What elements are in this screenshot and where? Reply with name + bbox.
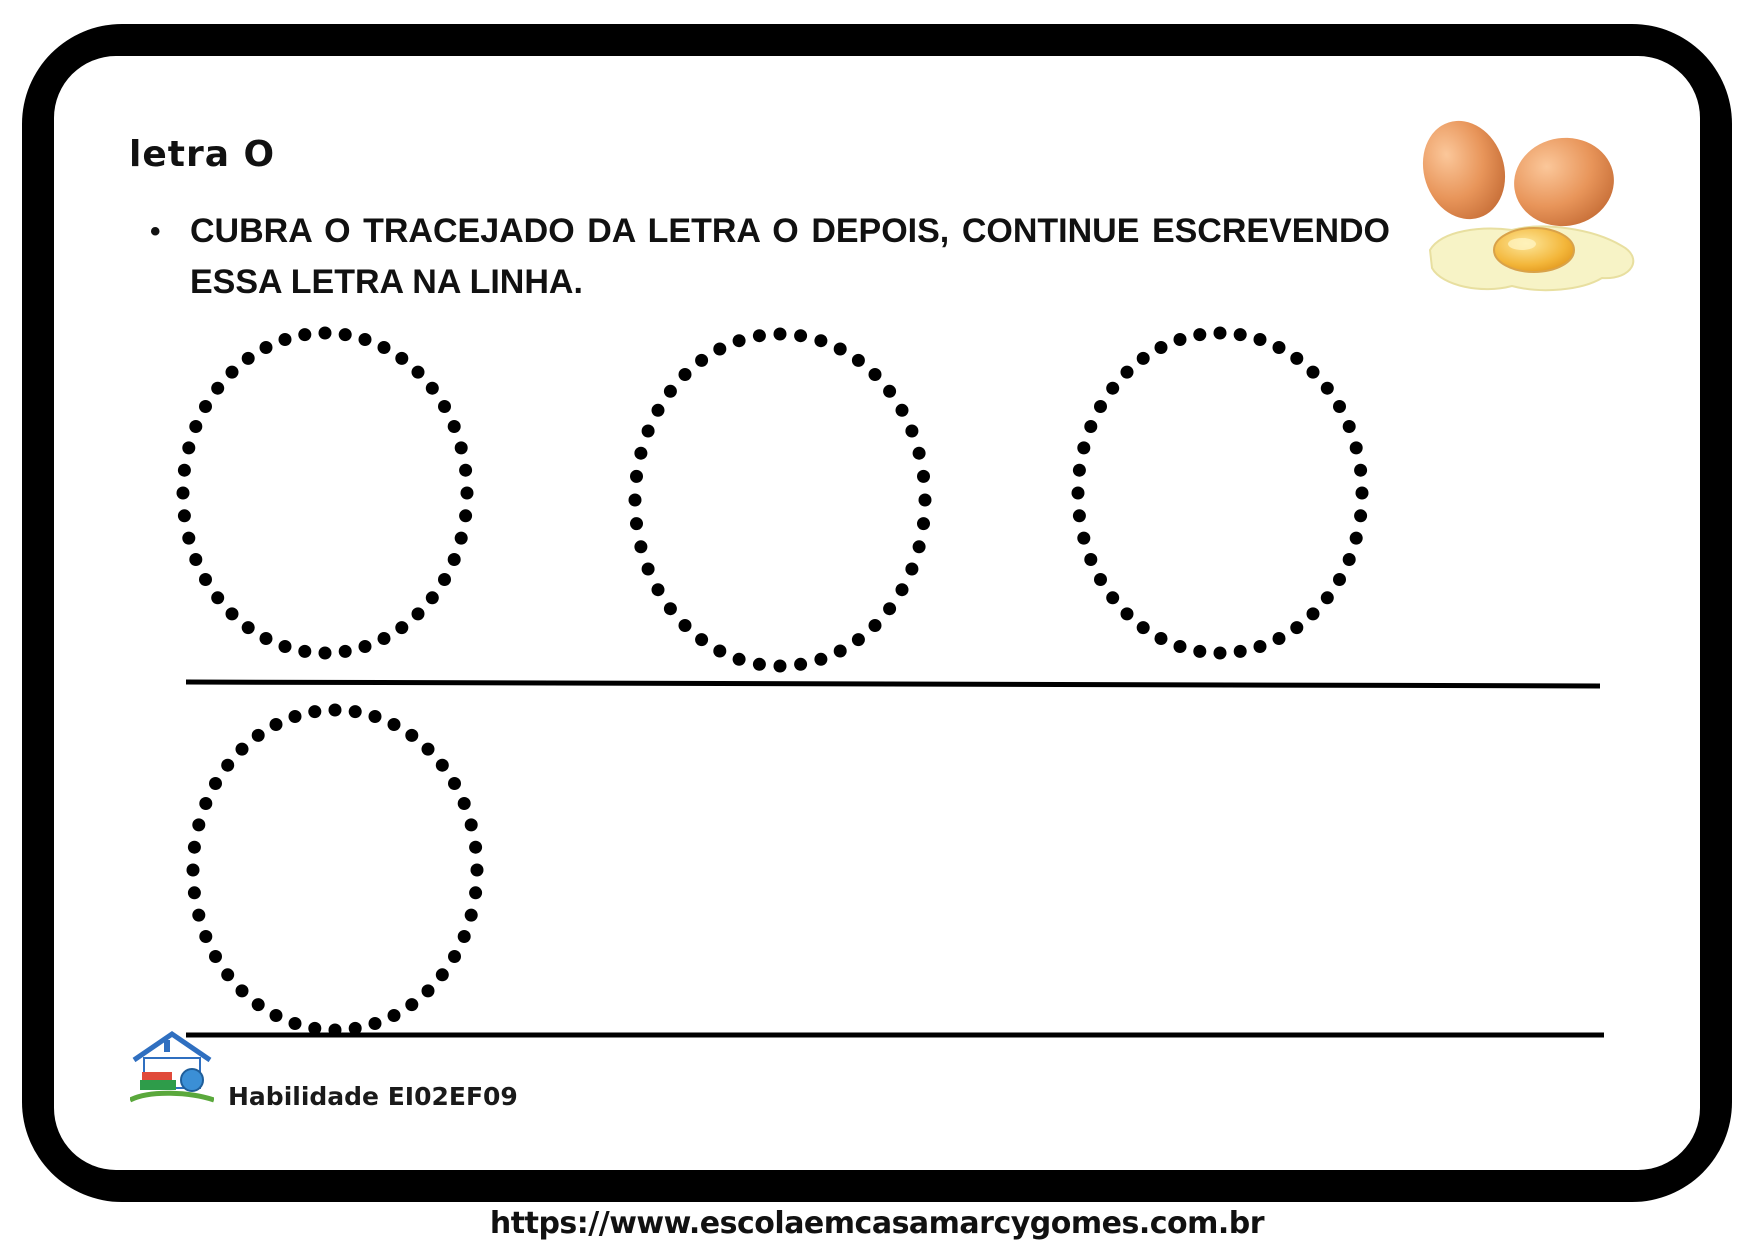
trace-dot [733, 334, 746, 347]
trace-dot [378, 341, 391, 354]
trace-dot [412, 607, 425, 620]
trace-dot [1307, 366, 1320, 379]
trace-dot [1273, 632, 1286, 645]
trace-dot [1290, 621, 1303, 634]
trace-dot [339, 328, 352, 341]
trace-dot [289, 710, 302, 723]
dotted-letter-o[interactable] [1072, 327, 1369, 660]
trace-dot [177, 487, 190, 500]
trace-dot [713, 343, 726, 356]
trace-dot [664, 385, 677, 398]
trace-dot [869, 619, 882, 632]
trace-dot [713, 645, 726, 658]
trace-dot [426, 382, 439, 395]
trace-dot [438, 400, 451, 413]
trace-dot [679, 619, 692, 632]
trace-dot [436, 759, 449, 772]
trace-dot [448, 420, 461, 433]
dotted-letter-o[interactable] [629, 328, 932, 673]
trace-dot [1333, 573, 1346, 586]
trace-dot [1121, 607, 1134, 620]
trace-dot [192, 909, 205, 922]
trace-dot [270, 1009, 283, 1022]
trace-dot [642, 425, 655, 438]
trace-dot [883, 602, 896, 615]
trace-dot [1354, 509, 1367, 522]
trace-dot [1343, 553, 1356, 566]
trace-dot [1343, 420, 1356, 433]
trace-dot [236, 984, 249, 997]
trace-dot [852, 633, 865, 646]
trace-dot [1273, 341, 1286, 354]
trace-dot [1155, 632, 1168, 645]
trace-dot [260, 341, 273, 354]
trace-dot [1077, 532, 1090, 545]
trace-dot [1356, 487, 1369, 500]
trace-dot [189, 553, 202, 566]
trace-dot [252, 998, 265, 1011]
trace-dot [187, 864, 200, 877]
school-house-logo-icon [130, 1030, 214, 1106]
trace-dot [1073, 464, 1086, 477]
trace-dot [1254, 333, 1267, 346]
trace-dot [279, 333, 292, 346]
trace-dot [388, 1009, 401, 1022]
trace-dot [679, 368, 692, 381]
trace-dot [329, 704, 342, 717]
trace-dot [242, 352, 255, 365]
trace-dot [459, 464, 472, 477]
trace-dot [260, 632, 273, 645]
trace-dot [459, 509, 472, 522]
trace-dot [242, 621, 255, 634]
trace-dot [896, 404, 909, 417]
trace-dot [395, 621, 408, 634]
trace-dot [1137, 352, 1150, 365]
trace-dot [695, 354, 708, 367]
dotted-letter-o[interactable] [187, 704, 484, 1037]
trace-dot [182, 441, 195, 454]
trace-dot [458, 797, 471, 810]
website-url[interactable]: https://www.escolaemcasamarcygomes.com.br [489, 1206, 1265, 1241]
trace-dot [298, 328, 311, 341]
trace-dot [405, 998, 418, 1011]
trace-dot [289, 1017, 302, 1030]
trace-dot [279, 640, 292, 653]
dotted-letter-o[interactable] [177, 327, 474, 660]
trace-dot [1193, 328, 1206, 341]
trace-dot [199, 930, 212, 943]
trace-dot [753, 329, 766, 342]
trace-dot [192, 818, 205, 831]
trace-dot [1234, 645, 1247, 658]
trace-dot [319, 647, 332, 660]
trace-dot [226, 607, 239, 620]
trace-dot [913, 540, 926, 553]
trace-dot [834, 645, 847, 658]
trace-dot [1155, 341, 1168, 354]
trace-dot [814, 653, 827, 666]
trace-dot [1307, 607, 1320, 620]
trace-dot [1106, 382, 1119, 395]
trace-dot [211, 591, 224, 604]
trace-dot [178, 509, 191, 522]
trace-dot [1094, 400, 1107, 413]
trace-dot [1321, 382, 1334, 395]
trace-dot [629, 494, 642, 507]
trace-dot [252, 729, 265, 742]
trace-dot [883, 385, 896, 398]
trace-dot [905, 563, 918, 576]
trace-dot [1137, 621, 1150, 634]
trace-dot [905, 425, 918, 438]
trace-dot [465, 909, 478, 922]
trace-dot [1321, 591, 1334, 604]
trace-dot [733, 653, 746, 666]
trace-dot [369, 1017, 382, 1030]
trace-dot [1084, 420, 1097, 433]
trace-dot [913, 447, 926, 460]
trace-dot [319, 327, 332, 340]
instruction-text: CUBRA O TRACEJADO DA LETRA O DEPOIS, CONTINUE ESCREVENDO ESSA LETRA NA LINHA. [190, 212, 1390, 301]
trace-dot [834, 343, 847, 356]
trace-dot [188, 841, 201, 854]
trace-dot [412, 366, 425, 379]
trace-dot [630, 470, 643, 483]
trace-dot [388, 718, 401, 731]
trace-dot [652, 404, 665, 417]
trace-dot [774, 660, 787, 673]
trace-dot [359, 640, 372, 653]
trace-dot [1290, 352, 1303, 365]
trace-dot [448, 553, 461, 566]
trace-dot [369, 710, 382, 723]
trace-dot [395, 352, 408, 365]
skill-code: Habilidade EI02EF09 [228, 1082, 518, 1111]
trace-dot [211, 382, 224, 395]
trace-dot [199, 797, 212, 810]
trace-dot [1350, 441, 1363, 454]
trace-dot [461, 487, 474, 500]
trace-dot [339, 645, 352, 658]
trace-dot [1214, 327, 1227, 340]
trace-dot [814, 334, 827, 347]
trace-dot [455, 532, 468, 545]
trace-dot [852, 354, 865, 367]
trace-dot [1214, 647, 1227, 660]
trace-dot [199, 573, 212, 586]
trace-dot [221, 968, 234, 981]
trace-dot [438, 573, 451, 586]
trace-dot [630, 517, 643, 530]
trace-dot [448, 777, 461, 790]
trace-dot [455, 441, 468, 454]
trace-dot [469, 841, 482, 854]
trace-dot [199, 400, 212, 413]
trace-dot [642, 563, 655, 576]
trace-dot [298, 645, 311, 658]
trace-dot [634, 540, 647, 553]
trace-dot [794, 658, 807, 671]
trace-dot [917, 517, 930, 530]
trace-dot [221, 759, 234, 772]
bullet-icon: • [150, 215, 161, 248]
trace-dot [1354, 464, 1367, 477]
trace-dot [426, 591, 439, 604]
trace-dot [405, 729, 418, 742]
trace-dot [1084, 553, 1097, 566]
trace-dot [209, 950, 222, 963]
writing-line-1[interactable] [186, 682, 1600, 686]
trace-dot [1254, 640, 1267, 653]
trace-dot [1077, 441, 1090, 454]
trace-dot [209, 777, 222, 790]
trace-dot [182, 532, 195, 545]
trace-dot [189, 420, 202, 433]
trace-dot [1073, 509, 1086, 522]
trace-dot [1174, 333, 1187, 346]
trace-dot [422, 743, 435, 756]
trace-dot [448, 950, 461, 963]
trace-dot [359, 333, 372, 346]
trace-dot [469, 886, 482, 899]
trace-dot [869, 368, 882, 381]
trace-dot [1333, 400, 1346, 413]
trace-dot [1193, 645, 1206, 658]
trace-dot [1072, 487, 1085, 500]
trace-dot [226, 366, 239, 379]
trace-dot [774, 328, 787, 341]
trace-dot [1106, 591, 1119, 604]
trace-dot [753, 658, 766, 671]
trace-dot [896, 583, 909, 596]
trace-dot [188, 886, 201, 899]
trace-dot [465, 818, 478, 831]
trace-dot [1174, 640, 1187, 653]
trace-dot [378, 632, 391, 645]
trace-dot [1350, 532, 1363, 545]
trace-dot [471, 864, 484, 877]
trace-dot [664, 602, 677, 615]
trace-dot [652, 583, 665, 596]
trace-dot [1234, 328, 1247, 341]
trace-dot [178, 464, 191, 477]
trace-dot [308, 705, 321, 718]
trace-dot [270, 718, 283, 731]
trace-dot [794, 329, 807, 342]
trace-dot [695, 633, 708, 646]
trace-dot [458, 930, 471, 943]
trace-dot [1094, 573, 1107, 586]
trace-dot [422, 984, 435, 997]
trace-dot [236, 743, 249, 756]
trace-dot [634, 447, 647, 460]
trace-dot [349, 705, 362, 718]
trace-dot [1121, 366, 1134, 379]
trace-dot [436, 968, 449, 981]
trace-dot [917, 470, 930, 483]
trace-dot [919, 494, 932, 507]
page-title: letra O [129, 134, 276, 175]
